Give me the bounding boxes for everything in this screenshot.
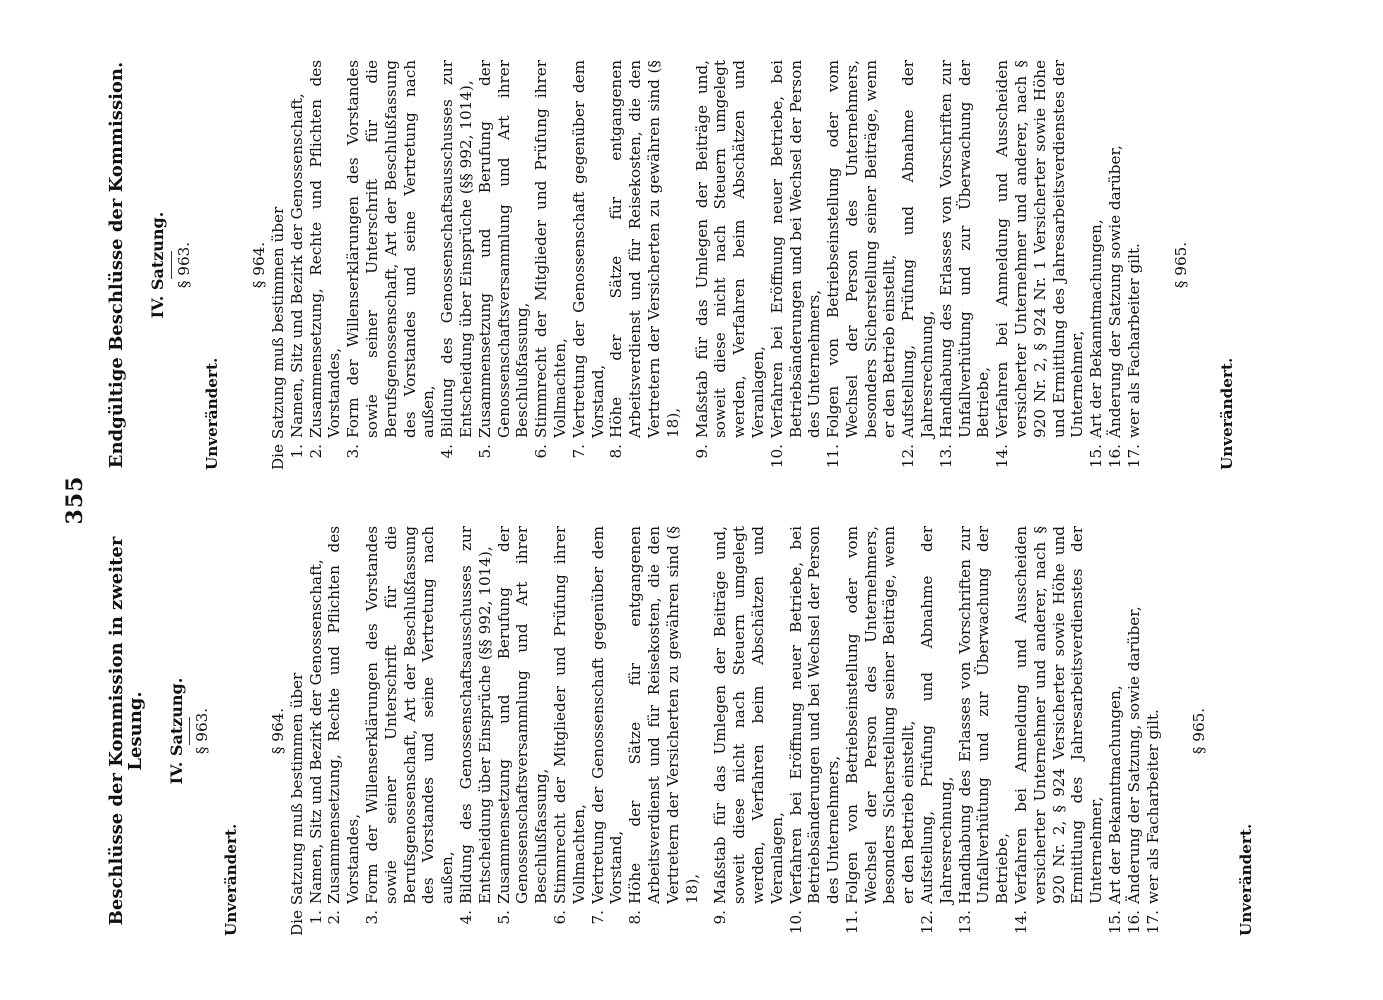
right-intro: Die Satzung muß bestimmen über: [268, 206, 287, 470]
right-list-item-number: 17.: [1124, 444, 1143, 469]
left-list-item: [918, 526, 956, 936]
right-list-item-text: Zusammensetzung und Berufung der Genossenschaftsversammlung und Art ihrer Beschlußfassung,: [475, 60, 532, 438]
left-list-item: [787, 526, 843, 936]
left-unchanged-963: Unverändert.: [222, 823, 241, 936]
left-list-item-text: Handhabung des Erlasses von Vorschriften zur Unfallverhütung und zur Überwachung der Betriebe,: [955, 526, 1012, 904]
right-list-item-text: Folgen von Betriebseinstellung oder vom Wechsel der Person des Unternehmers, besonders Sicherstellung seiner Beiträge, wenn er den Betrieb einstellt,: [824, 60, 899, 438]
left-section-title: IV. Satzung.: [166, 677, 186, 785]
left-paragraph-965: § 965.: [1190, 707, 1209, 755]
right-paragraph-964: § 964.: [250, 241, 269, 289]
right-unchanged-963: Unverändert.: [203, 357, 222, 470]
left-list-item-number: 6.: [550, 910, 569, 925]
right-list-item-text: Vertretung der Genossenschaft gegenüber dem Vorstand,: [569, 60, 607, 438]
page-number: 355: [62, 475, 88, 525]
right-list-item-number: 15.: [1087, 444, 1106, 469]
left-list-item-text: Maßstab für das Umlegen der Beiträge und, soweit diese nicht nach Steuern umgelegt werden, Verfahren beim Abschätzen und Veranlagen,: [711, 526, 786, 904]
left-list-item: [1106, 526, 1125, 936]
right-list-item-number: 4.: [438, 444, 457, 459]
left-list-item-number: 4.: [456, 910, 475, 925]
left-list-item-text: Zusammensetzung und Berufung der Genossenschaftsversammlung und Art ihrer Beschlußfassung,: [494, 526, 551, 904]
right-paragraph-965: § 965.: [1171, 241, 1190, 289]
right-list-item: [288, 60, 307, 470]
right-item-list: [288, 60, 1144, 470]
right-list-item-text: Stimmrecht der Mitglieder und Prüfung ihrer Vollmachten,: [532, 60, 569, 438]
right-list-item: [570, 60, 608, 470]
left-list-item: [589, 526, 627, 936]
right-list-item: [438, 60, 476, 470]
right-list-item-text: Form der Willenserklärungen des Vorstandes sowie seiner Unterschrift für die Berufsgenossenschaft, Art der Beschlußfassung des Vorstandes und seine Vertretung nach außen,: [344, 60, 438, 438]
right-paragraph-963: § 963.: [174, 241, 193, 289]
right-list-item-text: Verfahren bei Anmeldung und Ausscheiden versicherter Unternehmer und anderer, nach § 920 Nr. 2, § 924 Nr. 1 Versicherter sowie Höhe und Ermittlung des Jahresarbeitsverdienstes der Unternehmer,: [993, 60, 1087, 438]
left-list-item-number: 12.: [918, 910, 937, 935]
right-list-item-number: 8.: [607, 444, 626, 459]
left-list-item: [1144, 526, 1163, 936]
left-list-item-text: Namen, Sitz und Bezirk der Genossenschaft,: [306, 559, 325, 904]
left-list-item-number: 8.: [626, 910, 645, 925]
left-list-item-text: Änderung der Satzung, sowie darüber,: [1124, 606, 1143, 904]
right-list-item: [344, 60, 438, 470]
left-list-item-number: 1.: [306, 910, 325, 925]
right-list-item-text: Maßstab für das Umlegen der Beiträge und, soweit diese nicht nach Steuern umgelegt werden, Verfahren beim Abschätzen und Veranlagen,: [692, 60, 767, 438]
left-list-item-number: 14.: [1012, 910, 1031, 935]
left-list-item-text: Zusammensetzung, Rechte und Pflichten des Vorstandes,: [325, 526, 363, 904]
left-list-item-text: Art der Bekanntmachungen,: [1106, 685, 1125, 904]
left-column-heading: Beschlüsse der Kommission in zweiter Lesung.: [106, 536, 146, 926]
left-list-item-number: 16.: [1124, 910, 1143, 935]
right-list-item-number: 7.: [569, 444, 588, 459]
right-list-item-text: Höhe der Sätze für entgangenen Arbeitsverdienst und für Reisekosten, die den Vertretern der Versicherten zu gewähren sind (§ 18),: [607, 60, 682, 438]
right-section-title: IV. Satzung.: [147, 211, 167, 319]
right-list-item-text: wer als Facharbeiter gilt.: [1124, 243, 1143, 438]
left-intro: Die Satzung muß bestimmen über: [287, 672, 306, 936]
right-list-item: [768, 60, 824, 470]
right-list-item-number: 11.: [824, 444, 843, 469]
left-list-item-number: 5.: [494, 910, 513, 925]
right-list-item: [476, 60, 532, 470]
left-list-item: [711, 526, 786, 936]
right-list-item: [1106, 60, 1125, 470]
left-list-item-number: 3.: [362, 910, 381, 925]
left-list-item-number: 2.: [325, 910, 344, 925]
right-list-item-number: 16.: [1106, 444, 1125, 469]
right-list-item: [607, 60, 682, 470]
left-list-item-text: Verfahren bei Anmeldung und Ausscheiden versicherter Unternehmer und anderer, nach § 920 Nr. 2, § 924 Versicherter sowie Höhe und Ermittlung des Jahresarbeitsverdienstes der Unternehmer,: [1012, 526, 1106, 904]
left-list-item-text: Aufstellung, Prüfung und Abnahme der Jahresrechnung,: [918, 526, 955, 904]
right-column: [108, 60, 1237, 470]
right-list-item-text: Namen, Sitz und Bezirk der Genossenschaft,: [287, 93, 306, 438]
right-list-item-text: Zusammensetzung, Rechte und Pflichten des Vorstandes,: [306, 60, 344, 438]
right-list-item-text: Aufstellung, Prüfung und Abnahme der Jahresrechnung,: [899, 60, 937, 438]
right-list-item-number: 10.: [767, 444, 786, 469]
left-list-item-text: Folgen von Betriebseinstellung oder vom Wechsel der Person des Unternehmers, besonders Sicherstellung seiner Beiträge, wenn er den Betrieb einstellt,: [842, 526, 918, 904]
right-list-item-text: Bildung des Genossenschaftsausschusses zur Entscheidung über Einsprüche (§§ 992, 1014),: [438, 60, 475, 438]
left-list-item: [626, 526, 701, 936]
left-list-item-text: Bildung des Genossenschaftsausschusses zur Entscheidung über Einsprüche (§§ 992, 1014),: [456, 526, 494, 904]
left-list-item-text: Vertretung der Genossenschaft gegenüber dem Vorstand,: [588, 526, 626, 904]
right-list-item-number: 9.: [692, 444, 711, 459]
right-list-item-text: Änderung der Satzung sowie darüber,: [1106, 145, 1125, 438]
left-list-item-text: Verfahren bei Eröffnung neuer Betriebe, bei Betriebsänderungen und bei Wechsel der Person des Unternehmers,: [786, 526, 843, 904]
left-list-item: [1012, 526, 1106, 936]
left-list-item-number: 7.: [588, 910, 607, 925]
left-list-item-number: 15.: [1106, 910, 1125, 935]
left-list-item-number: 17.: [1143, 910, 1162, 935]
right-list-item-text: Art der Bekanntmachungen,: [1087, 219, 1106, 438]
left-list-item-text: Höhe der Sätze für entgangenen Arbeitsverdienst und für Reisekosten, die den Vertretern der Versicherten zu gewähren sind (§ 18),: [626, 526, 701, 904]
right-list-item: [1087, 60, 1106, 470]
right-list-item-number: 2.: [306, 444, 325, 459]
left-column: [108, 526, 1256, 936]
right-list-item: [1125, 60, 1144, 470]
left-list-item: [843, 526, 918, 936]
right-column-heading: Endgültige Beschlüsse der Kommission.: [106, 61, 127, 469]
left-list-item: [457, 526, 495, 936]
left-item-list: [307, 526, 1163, 936]
right-list-item: [899, 60, 937, 470]
left-list-item-number: 10.: [786, 910, 805, 935]
right-section-divider: [171, 251, 172, 279]
left-list-item-text: Stimmrecht der Mitglieder und Prüfung ihrer Vollmachten,: [550, 526, 588, 904]
left-list-item-number: 9.: [711, 910, 730, 925]
left-list-item: [1125, 526, 1144, 936]
left-list-item: [551, 526, 589, 936]
right-list-item: [824, 60, 899, 470]
left-paragraph-964: § 964.: [268, 707, 287, 755]
right-list-item-number: 13.: [936, 444, 955, 469]
left-list-item-number: 13.: [955, 910, 974, 935]
right-list-item-number: 6.: [532, 444, 551, 459]
right-list-item-number: 14.: [993, 444, 1012, 469]
left-list-item: [956, 526, 1012, 936]
right-unchanged-965: Unverändert.: [1218, 357, 1237, 470]
left-list-item-text: Form der Willenserklärungen des Vorstandes sowie seiner Unterschrift für die Berufsgenossenschaft, Art der Beschlußfassung des Vorstandes und seine Vertretung nach außen,: [362, 526, 457, 904]
right-list-item-number: 5.: [475, 444, 494, 459]
right-list-item: [307, 60, 345, 470]
right-list-item-number: 1.: [287, 444, 306, 459]
digitization-credit: [0, 0, 22, 10]
left-list-item: [495, 526, 551, 936]
right-list-item-text: Handhabung des Erlasses von Vorschriften zur Unfallverhütung und zur Überwachung der Betriebe,: [936, 60, 993, 438]
left-list-item-number: 11.: [842, 910, 861, 935]
left-list-item: [307, 526, 326, 936]
right-list-item-number: 12.: [899, 444, 918, 469]
left-section-divider: [189, 717, 190, 745]
left-paragraph-963: § 963.: [193, 707, 212, 755]
right-list-item: [937, 60, 993, 470]
left-list-item: [363, 526, 457, 936]
right-list-item-text: Verfahren bei Eröffnung neuer Betriebe, bei Betriebsänderungen und bei Wechsel der Person des Unternehmers,: [767, 60, 824, 438]
left-unchanged-965: Unverändert.: [1237, 823, 1256, 936]
left-list-item: [325, 526, 363, 936]
right-list-item: [693, 60, 768, 470]
right-list-item: [532, 60, 570, 470]
right-list-item: [993, 60, 1087, 470]
right-list-item-number: 3.: [344, 444, 363, 459]
left-list-item-text: wer als Facharbeiter gilt.: [1143, 709, 1162, 904]
